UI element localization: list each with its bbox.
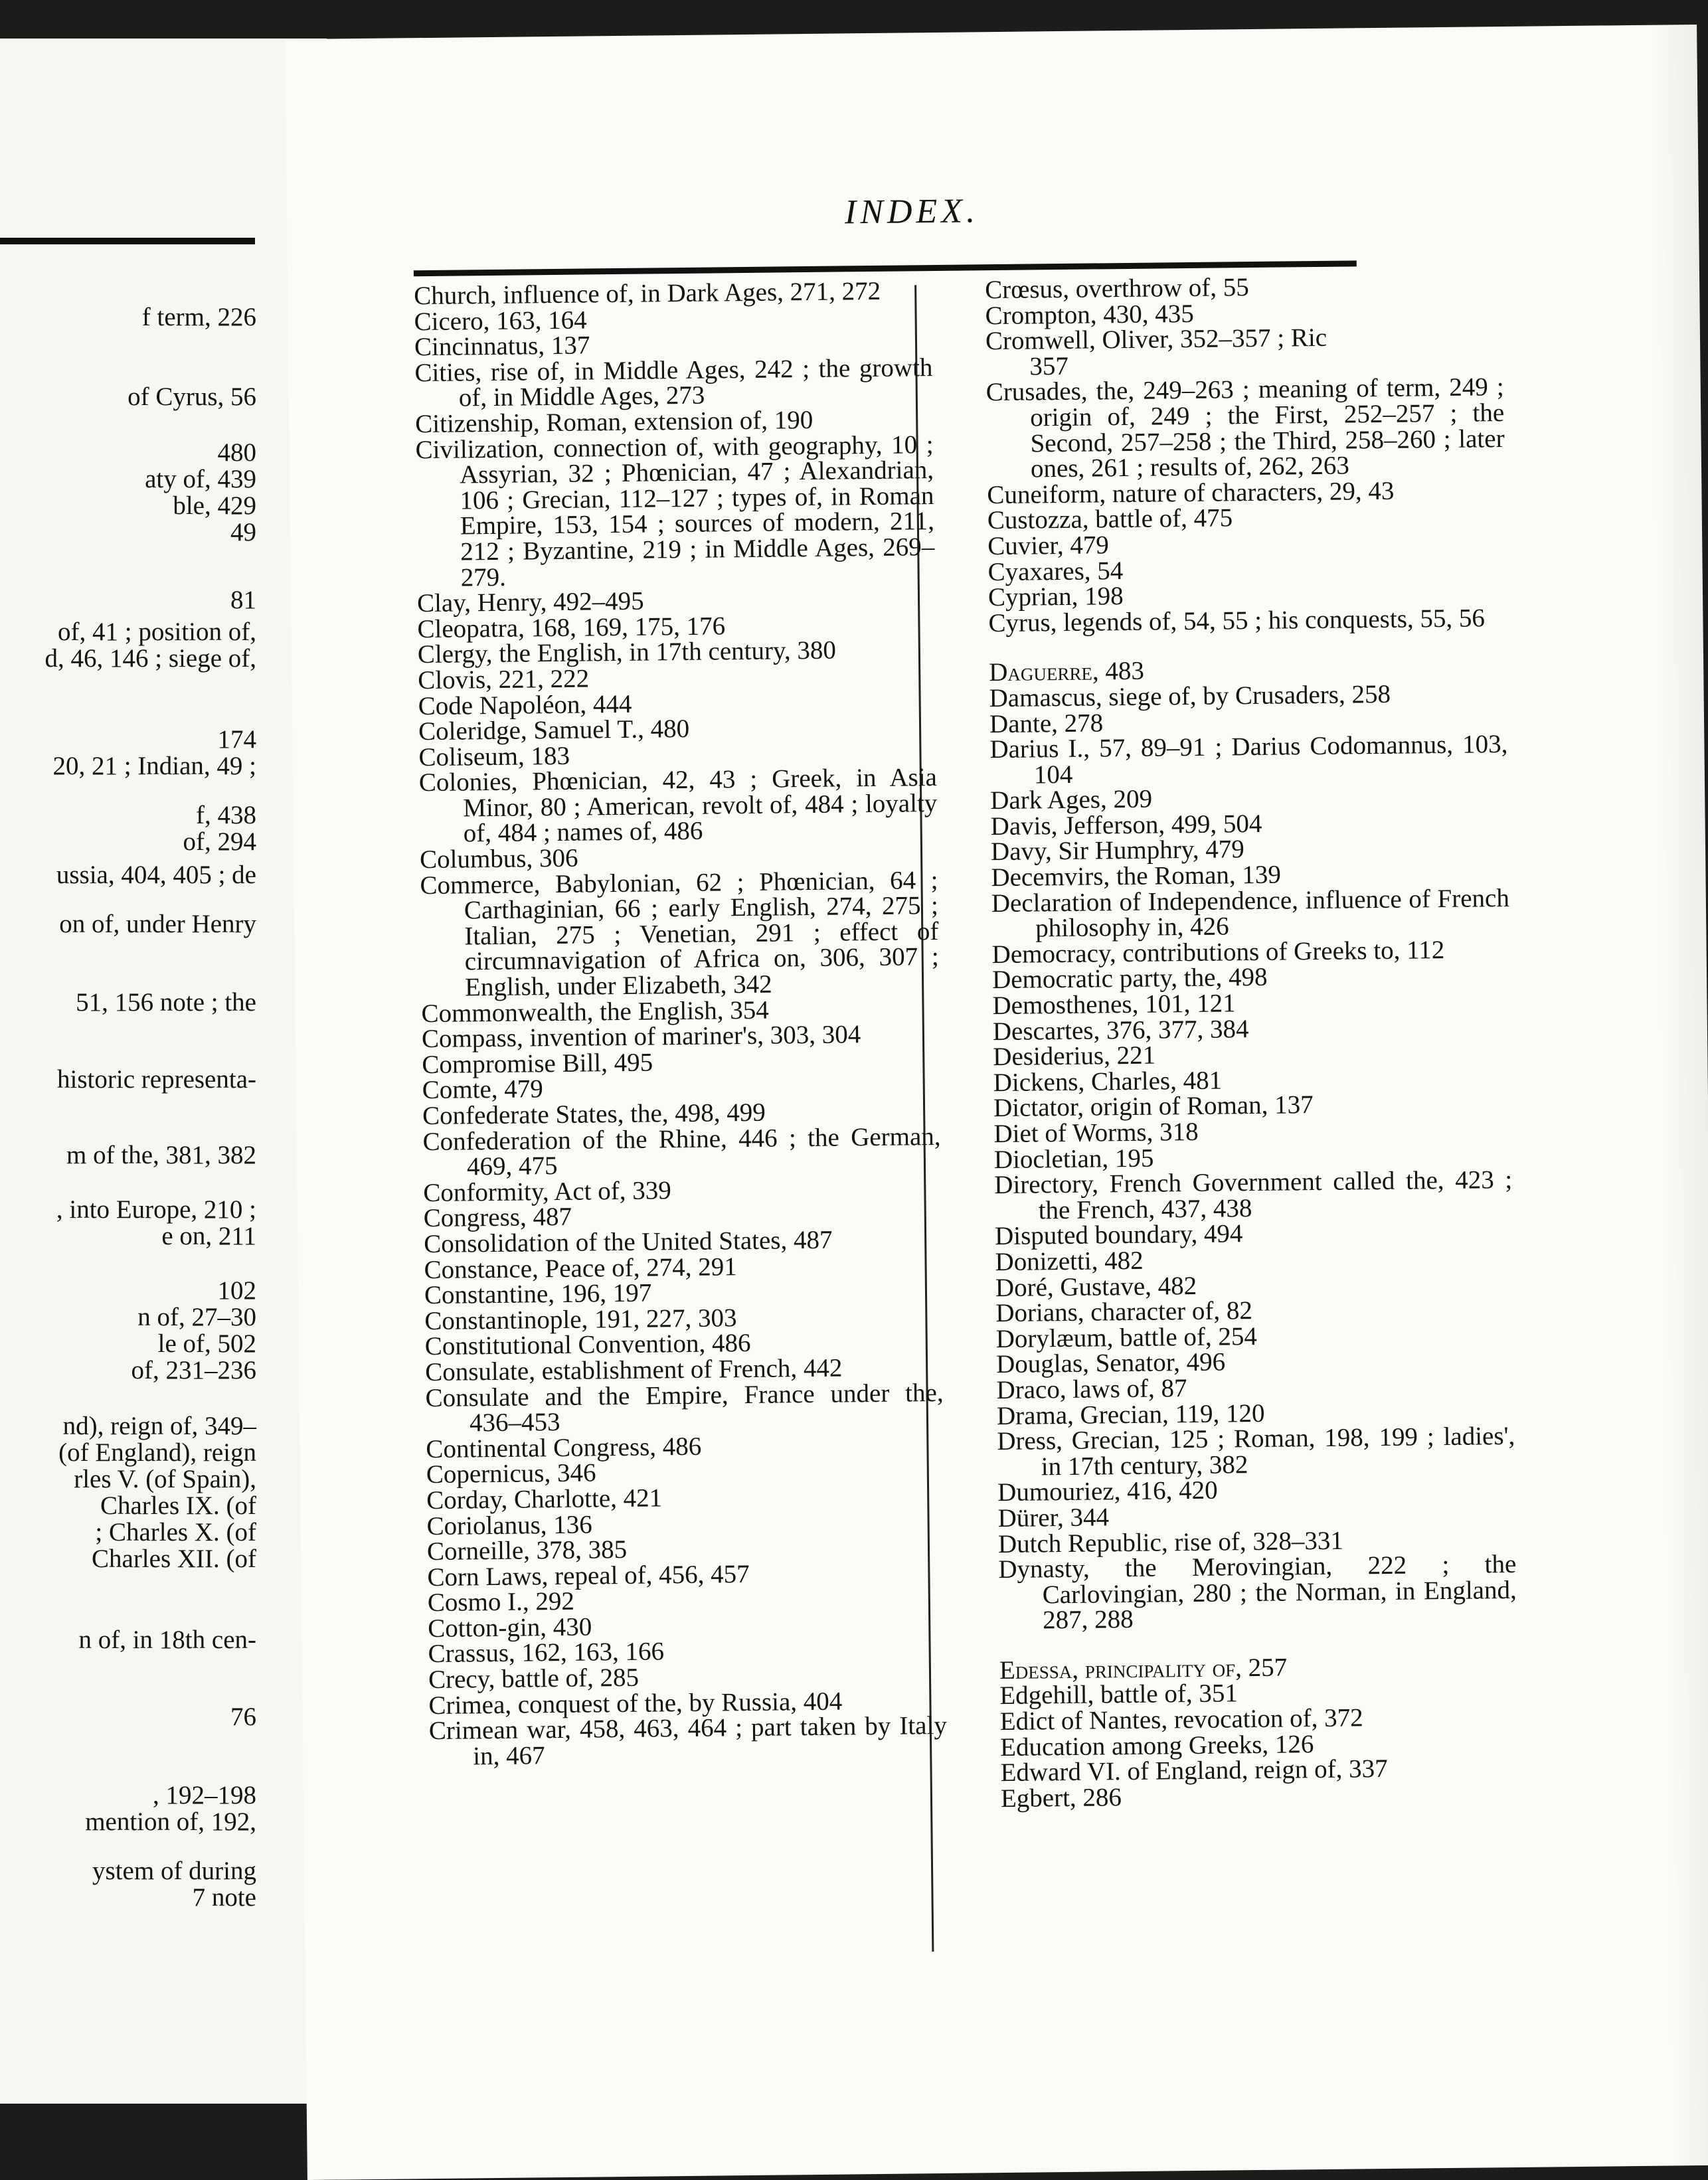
index-entry: Dark Ages, 209 — [990, 784, 1153, 815]
fragment-line: aty of, 439 — [145, 465, 256, 493]
index-entry: Consolidation of the United States, 487 — [423, 1225, 833, 1259]
index-entry: Egbert, 286 — [1000, 1783, 1122, 1813]
fragment-line: Charles IX. (of — [100, 1491, 256, 1520]
index-entry: Colonies, Phœnician, 42, 43 ; Greek, in Asia Minor, 80 ; American, revolt of, 484 ; loyalty of, 484 ; names of, 486 — [418, 763, 938, 848]
index-entry: Custozza, battle of, 475 — [987, 503, 1233, 535]
index-entry: Citizenship, Roman, extension of, 190 — [415, 405, 813, 439]
fragment-line: rles V. (of Spain), — [74, 1465, 256, 1493]
fragment-line: n of, 27–30 — [137, 1303, 256, 1331]
index-entry: Daguerre, 483 — [988, 657, 1145, 687]
index-entry: Demosthenes, 101, 121 — [992, 989, 1236, 1021]
index-entry: Clay, Henry, 492–495 — [416, 586, 644, 618]
fragment-line: of, 41 ; position of, — [58, 618, 256, 646]
index-entry: Davy, Sir Humphry, 479 — [990, 835, 1244, 867]
index-entry: Doré, Gustave, 482 — [995, 1271, 1197, 1302]
index-entry: Coleridge, Samuel T., 480 — [418, 714, 690, 746]
index-entry: Edessa, principality of, 257 — [999, 1653, 1288, 1685]
index-column-left — [414, 278, 947, 1770]
index-entry: Cyprian, 198 — [987, 582, 1124, 612]
index-entry: Democracy, contributions of Greeks to, 112 — [991, 935, 1445, 969]
index-entry: Cleopatra, 168, 169, 175, 176 — [417, 612, 726, 643]
index-entry: Dutch Republic, rise of, 328–331 — [997, 1526, 1344, 1558]
index-entry: Cyrus, legends of, 54, 55 ; his conquests, 55, 56 — [988, 604, 1486, 637]
header-rule — [0, 238, 255, 244]
index-entry: Confederate States, the, 498, 499 — [422, 1098, 766, 1131]
index-entry: Cotton-gin, 430 — [428, 1612, 592, 1643]
index-entry: Church, influence of, in Dark Ages, 271, 272 — [414, 276, 881, 311]
index-entry: Constantine, 196, 197 — [424, 1278, 652, 1310]
index-entry: Diet of Worms, 318 — [993, 1117, 1199, 1149]
index-entry: Corday, Charlotte, 421 — [426, 1483, 663, 1515]
fragment-line: 49 — [230, 518, 256, 546]
index-entry: Desiderius, 221 — [993, 1041, 1156, 1072]
fragment-line: d, 46, 146 ; siege of, — [44, 644, 256, 673]
fragment-line: ble, 429 — [173, 491, 256, 520]
index-entry: Cuneiform, nature of characters, 29, 43 — [987, 476, 1395, 509]
fragment-line: 102 — [217, 1276, 256, 1305]
index-entry: Darius I., 57, 89–91 ; Darius Codomannus, 103, 104 — [989, 730, 1508, 790]
index-entry: Compromise Bill, 495 — [422, 1048, 653, 1079]
index-entry: Cosmo I., 292 — [427, 1587, 575, 1618]
fragment-line: , 192–198 — [153, 1781, 256, 1809]
fragment-line: on of, under Henry — [59, 910, 256, 938]
index-entry: Declaration of Independence, influence of French philosophy in, 426 — [991, 883, 1510, 943]
index-entry: Constance, Peace of, 274, 291 — [424, 1252, 737, 1284]
fragment-line: 480 — [217, 438, 256, 467]
index-entry: Edict of Nantes, revocation of, 372 — [999, 1703, 1363, 1736]
index-entry: Cities, rise of, in Middle Ages, 242 ; the growth of, in Middle Ages, 273 — [414, 353, 933, 412]
fragment-line: n of, in 18th cen- — [78, 1626, 256, 1654]
index-entry: Cuvier, 479 — [987, 531, 1110, 561]
fragment-line: of, 294 — [183, 827, 256, 856]
fragment-line: (of England), reign — [58, 1438, 256, 1467]
fragment-line: 20, 21 ; Indian, 49 ; — [52, 752, 256, 780]
fragment-line: of, 231–236 — [131, 1356, 256, 1384]
fragment-line: f term, 226 — [141, 303, 256, 331]
fragment-line: 174 — [217, 725, 256, 754]
index-entry: Comte, 479 — [422, 1074, 543, 1105]
fragment-line: 76 — [230, 1703, 256, 1731]
index-entry: Crimean war, 458, 463, 464 ; part taken by Italy in, 467 — [428, 1711, 948, 1771]
index-entry: Commonwealth, the English, 354 — [421, 995, 769, 1028]
index-entry: Dorylæum, battle of, 254 — [995, 1321, 1258, 1353]
index-column-right — [985, 272, 1519, 1811]
index-entry: Davis, Jefferson, 499, 504 — [990, 809, 1262, 841]
index-entry: Damascus, siege of, by Crusaders, 258 — [989, 679, 1391, 713]
index-entry: Commerce, Babylonian, 62 ; Phœnician, 64 ; Carthaginian, 66 ; early English, 274, 275 ; Italian, 275 ; Venetian, 291 ; effect of circumnavigation of Africa on, 306, 307 ; English, under Elizabeth, 342 — [420, 865, 939, 1002]
index-entry: Douglas, Senator, 496 — [995, 1347, 1226, 1379]
index-entry: Dante, 278 — [989, 708, 1104, 738]
index-entry: Dumouriez, 416, 420 — [997, 1475, 1218, 1507]
fragment-line: mention of, 192, — [85, 1807, 256, 1836]
fragment-line: 51, 156 note ; the — [76, 988, 256, 1017]
index-entry: Dorians, character of, 82 — [995, 1296, 1253, 1328]
index-entry: Diocletian, 195 — [993, 1143, 1154, 1174]
fragment-line: 81 — [230, 586, 256, 614]
fragment-line: le of, 502 — [157, 1329, 256, 1358]
index-entry: Constantinople, 191, 227, 303 — [424, 1303, 737, 1335]
fragment-line: ussia, 404, 405 ; de — [56, 861, 256, 889]
index-entry: Coriolanus, 136 — [426, 1509, 593, 1541]
index-entry: Dürer, 344 — [997, 1503, 1110, 1533]
index-entry: Congress, 487 — [423, 1203, 572, 1233]
index-entry: Decemvirs, the Roman, 139 — [991, 860, 1282, 892]
index-entry: Cyaxares, 54 — [987, 556, 1124, 586]
index-entry: Dynasty, the Merovingian, 222 ; the Carlovingian, 280 ; the Norman, in England, 287, 288 — [998, 1550, 1517, 1635]
index-entry: Crompton, 430, 435 — [985, 299, 1194, 330]
index-entry: Descartes, 376, 377, 384 — [992, 1014, 1249, 1046]
index-entry: Disputed boundary, 494 — [994, 1219, 1243, 1251]
index-entry: Constitutional Convention, 486 — [424, 1329, 751, 1361]
index-entry: Copernicus, 346 — [426, 1458, 596, 1489]
index-entry: Cincinnatus, 137 — [414, 331, 590, 362]
fragment-line: ; Charles X. (of — [95, 1518, 256, 1547]
previous-page — [0, 39, 327, 2104]
index-entry: Crassus, 162, 163, 166 — [428, 1637, 665, 1669]
page-edge-shadow — [1650, 25, 1708, 2166]
index-entry: Conformity, Act of, 339 — [423, 1176, 671, 1207]
index-entry: Cicero, 163, 164 — [414, 305, 587, 336]
index-entry: Crœsus, overthrow of, 55 — [984, 273, 1249, 305]
page-heading: INDEX. — [844, 192, 980, 232]
index-entry: Continental Congress, 486 — [426, 1432, 702, 1464]
fragment-line: historic representa- — [57, 1065, 256, 1094]
index-entry: Edgehill, battle of, 351 — [999, 1679, 1238, 1711]
index-entry: Corn Laws, repeal of, 456, 457 — [427, 1559, 750, 1592]
index-entry: Draco, laws of, 87 — [996, 1374, 1187, 1405]
index-entry: 357 — [1029, 351, 1069, 381]
index-entry: Cromwell, Oliver, 352–357 ; Ric — [985, 323, 1327, 356]
index-page — [285, 25, 1708, 2180]
index-entry: Democratic party, the, 498 — [991, 963, 1268, 995]
index-entry: Dictator, origin of Roman, 137 — [993, 1090, 1314, 1123]
fragment-line: Charles XII. (of — [92, 1545, 256, 1573]
index-entry: Civilization, connection of, with geography, 10 ; Assyrian, 32 ; Phœnician, 47 ; Alexandrian, 106 ; Grecian, 112–127 ; types of, in Roman Empire, 153, 154 ; sources of modern, 211, 212 ; Byzantine, 219 ; in Middle Ages, 269–279. — [415, 430, 935, 592]
index-entry: Code Napoléon, 444 — [418, 689, 632, 720]
fragment-line: 7 note — [192, 1883, 256, 1912]
fragment-line: m of the, 381, 382 — [66, 1141, 256, 1169]
index-entry: Consulate, establishment of French, 442 — [424, 1353, 843, 1387]
fragment-line: nd), reign of, 349– — [62, 1412, 256, 1440]
index-entry: Corneille, 378, 385 — [426, 1535, 628, 1566]
fragment-line: e on, 211 — [161, 1222, 256, 1250]
index-entry: Compass, invention of mariner's, 303, 304 — [421, 1020, 861, 1054]
index-entry: Dickens, Charles, 481 — [993, 1066, 1223, 1097]
fragment-line: ystem of during — [92, 1857, 256, 1885]
index-entry: Coliseum, 183 — [418, 741, 570, 772]
index-entry: Consulate and the Empire, France under the, 436–453 — [425, 1378, 944, 1438]
index-entry: Drama, Grecian, 119, 120 — [996, 1398, 1265, 1430]
index-entry: Edward VI. of England, reign of, 337 — [1000, 1754, 1388, 1788]
index-entry: Education among Greeks, 126 — [999, 1729, 1314, 1762]
index-entry: Donizetti, 482 — [995, 1246, 1144, 1277]
index-entry: Crimea, conquest of the, by Russia, 404 — [428, 1687, 843, 1720]
index-entry: Clovis, 221, 222 — [418, 664, 590, 695]
fragment-line: , into Europe, 210 ; — [56, 1195, 256, 1224]
index-entry: Crecy, battle of, 285 — [428, 1663, 640, 1695]
index-entry: Columbus, 306 — [419, 843, 578, 875]
index-entry: Crusades, the, 249–263 ; meaning of term, 249 ; origin of, 249 ; the First, 252–257 ; the Second, 257–258 ; the Third, 258–260 ; later ones, 261 ; results of, 262, 263 — [985, 373, 1505, 483]
index-entry: Confederation of the Rhine, 446 ; the German, 469, 475 — [422, 1122, 941, 1181]
fragment-line: of Cyrus, 56 — [128, 382, 256, 411]
index-entry: Clergy, the English, in 17th century, 380 — [417, 635, 837, 669]
fragment-line: f, 438 — [196, 801, 256, 829]
index-entry: Dress, Grecian, 125 ; Roman, 198, 199 ; ladies', in 17th century, 382 — [997, 1422, 1515, 1481]
index-entry: Directory, French Government called the, 423 ; the French, 437, 438 — [994, 1165, 1513, 1225]
